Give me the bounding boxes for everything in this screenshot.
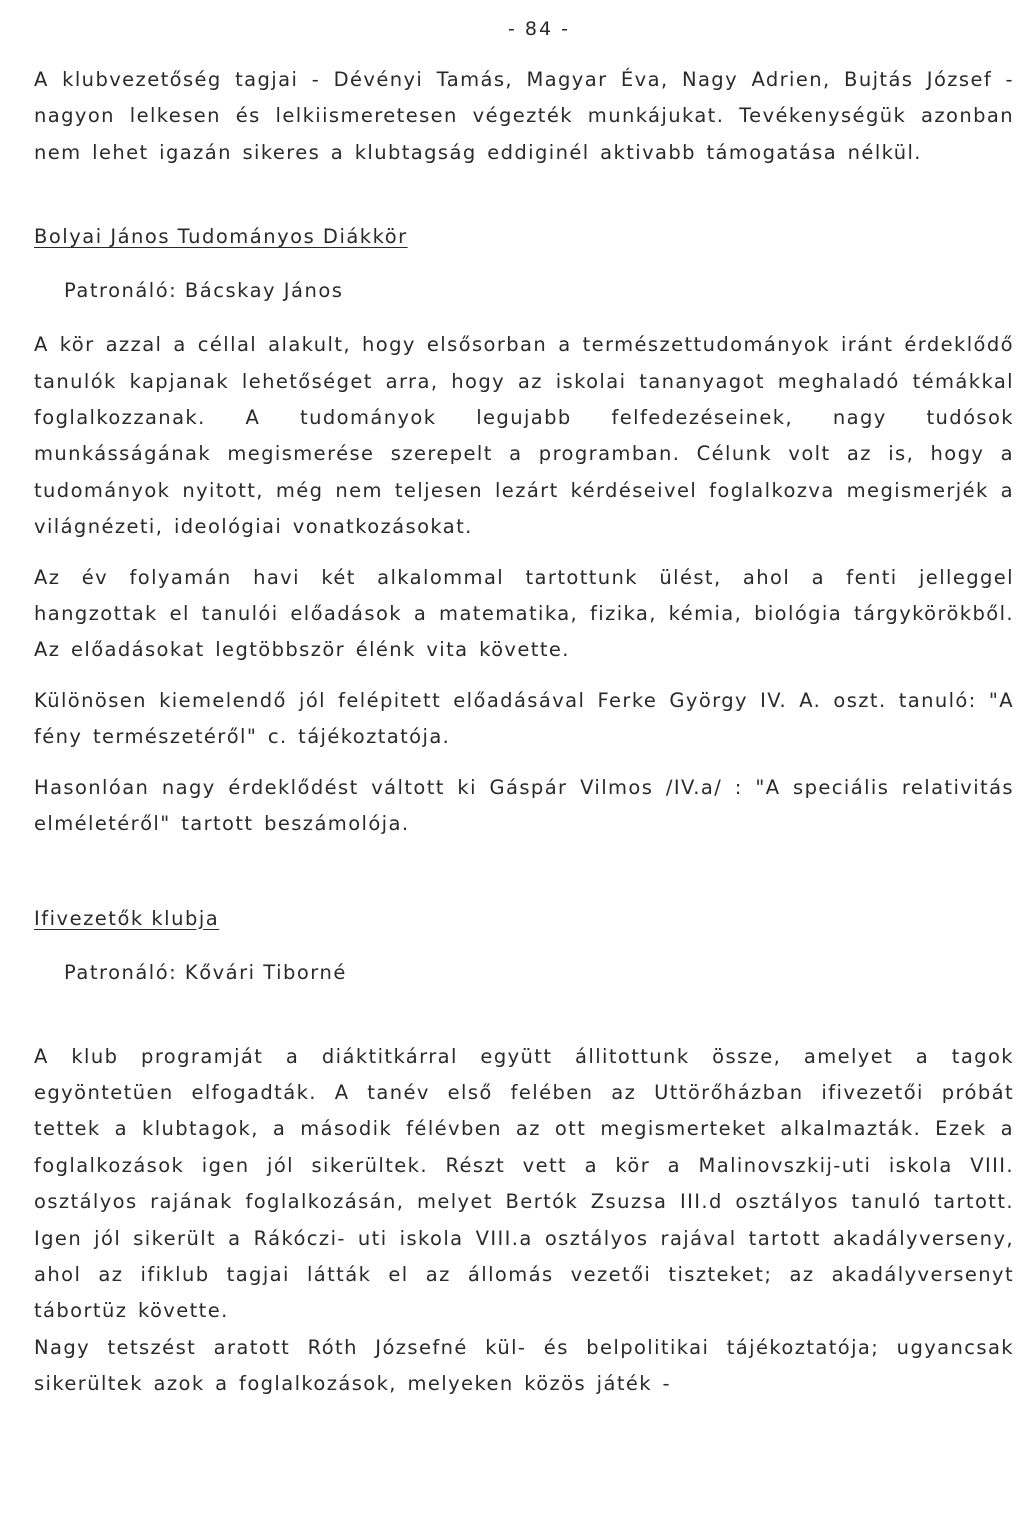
spacer bbox=[34, 991, 1014, 1039]
bolyai-paragraph-3: Különösen kiemelendő jól felépitett előadásával Ferke György IV. A. oszt. tanuló: "A fény természetéről" c. tájékoztatója. bbox=[34, 688, 1014, 749]
bolyai-paragraph-4: Hasonlóan nagy érdeklődést váltott ki Gáspár Vilmos /IV.a/ : "A speciális relativitás elméletéről" tartott beszámolója. bbox=[34, 775, 1014, 836]
section-heading-bolyai: Bolyai János Tudományos Diákkör bbox=[34, 225, 408, 249]
section-bolyai bbox=[34, 219, 1014, 842]
spacer bbox=[34, 546, 1014, 560]
spacer bbox=[34, 669, 1014, 683]
spacer bbox=[34, 843, 1014, 901]
bolyai-paragraph-1: A kör azzal a céllal alakult, hogy elsősorban a természettudományok iránt érdeklődő tanulók kapjanak lehetőséget arra, hogy az iskolai tananyagot meghaladó témákkal foglalkozzanak. A tudományok legujabb felfedezéseinek, nagy tudósok munkásságának megismerése szerepelt a programban. Célunk volt az is, hogy a tudományok nyitott, még nem teljesen lezárt kérdéseivel foglalkozva megismerjék a világnézeti, ideológiai vonatkozásokat. bbox=[34, 333, 1014, 539]
bolyai-paragraph-2: Az év folyamán havi két alkalommal tartottunk ülést, ahol a fenti jelleggel hangzottak el tanulói előadások a matematika, fizika, kémia, biológia tárgykörökből. Az előadásokat legtöbbször élénk vita követte. bbox=[34, 565, 1014, 662]
spacer bbox=[34, 255, 1014, 273]
spacer bbox=[34, 756, 1014, 770]
ifivezetok-paragraph-1: A klub programját a diáktitkárral együtt állitottunk össze, amelyet a tagok egyöntetüen elfogadták. A tanév első felében az Uttörőházban ifivezetői próbát tettek a klubtagok, a második félévben az ott megismerteket alkalmazták. Ezek a foglalkozások igen jól sikerültek. Részt vett a kör a Malinovszkij-uti iskola VIII. osztályos rajának foglalkozásán, melyet Bertók Zsuzsa III.d osztályos tanuló tartott. Igen jól sikerült a Rákóczi- uti iskola VIII.a osztályos rajával tartott akadályverseny, ahol az ifiklub tagjai látták el az állomás vezetői tiszteket; az akadályversenyt tábortüz követte. bbox=[34, 1044, 1014, 1323]
spacer bbox=[34, 171, 1014, 219]
spacer bbox=[34, 937, 1014, 955]
patron-line-ifivezetok: Patronáló: Kővári Tiborné bbox=[64, 960, 347, 984]
patron-line-bolyai: Patronáló: Bácskay János bbox=[64, 279, 344, 303]
ifivezetok-paragraph-2: Nagy tetszést aratott Róth Józsefné kül- és belpolitikai tájékoztatója; ugyancsak sikerültek azok a foglalkozások, melyeken közös játék - bbox=[34, 1335, 1014, 1396]
intro-paragraph: A klubvezetőség tagjai - Dévényi Tamás, Magyar Éva, Nagy Adrien, Bujtás József - nagyon lelkesen és lelkiismeretesen végezték munkájukat. Tevékenységük azonban nem lehet igazán sikeres a klubtagság eddiginél aktivabb támogatása nélkül. bbox=[34, 68, 1014, 164]
section-ifivezetok bbox=[34, 901, 1014, 1403]
spacer bbox=[34, 309, 1014, 327]
section-heading-ifivezetok: Ifivezetők klubja bbox=[34, 906, 220, 930]
page-number: - 84 - bbox=[508, 18, 570, 40]
